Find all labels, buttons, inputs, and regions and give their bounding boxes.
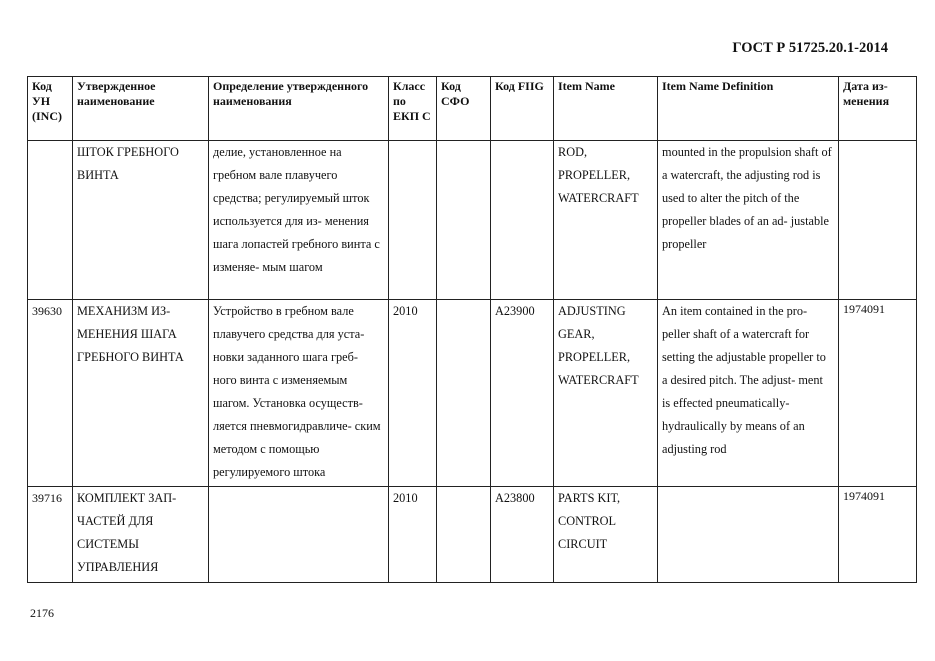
cell-definition <box>209 487 389 583</box>
column-header-sfo: Код СФО <box>437 77 491 141</box>
cell-code: 39630 <box>28 300 73 487</box>
cell-ekps <box>389 141 437 300</box>
cell-code: 39716 <box>28 487 73 583</box>
cell-fiig <box>491 141 554 300</box>
cell-sfo <box>437 141 491 300</box>
cell-sfo <box>437 300 491 487</box>
cell-date-value <box>843 141 912 143</box>
cell-item-name: PARTS KIT, CONTROL CIRCUIT <box>554 487 658 583</box>
cell-definition: Устройство в гребном вале плавучего средства для уста- новки заданного шага греб- ного винта с изменяемым шагом. Установка осуществ- ляется пневмогидравличе- ским методом с помощью регулируемого штока <box>209 300 389 487</box>
cell-fiig: A23800 <box>491 487 554 583</box>
cell-date <box>839 141 917 300</box>
cell-ekps: 2010 <box>389 300 437 487</box>
column-header-fiig: Код FIIG <box>491 77 554 141</box>
cell-date-value: 1974091 <box>843 302 885 316</box>
column-header-date: Дата из- менения <box>839 77 917 141</box>
cell-name: КОМПЛЕКТ ЗАП- ЧАСТЕЙ ДЛЯ СИСТЕМЫ УПРАВЛЕНИЯ <box>73 487 209 583</box>
table-row <box>28 487 917 583</box>
column-header-name: Утвержденное наименование <box>73 77 209 141</box>
column-header-code: Код УН (INC) <box>28 77 73 141</box>
table-row <box>28 141 917 300</box>
document-standard-header: ГОСТ Р 51725.20.1-2014 <box>732 40 888 56</box>
cell-date-value: 1974091 <box>843 489 885 503</box>
column-header-ekps: Класс по ЕКП С <box>389 77 437 141</box>
column-header-item-name: Item Name <box>554 77 658 141</box>
cell-item-name: ROD, PROPELLER, WATERCRAFT <box>554 141 658 300</box>
cell-name: ШТОК ГРЕБНОГО ВИНТА <box>73 141 209 300</box>
registry-table <box>27 76 917 583</box>
cell-item-definition <box>658 487 839 583</box>
cell-definition: делие, установленное на гребном вале плавучего средства; регулируемый шток используется для из- менения шага лопастей гребного винта с изменяе- мым шагом <box>209 141 389 300</box>
page-number: 2176 <box>30 606 54 620</box>
cell-code <box>28 141 73 300</box>
cell-sfo <box>437 487 491 583</box>
cell-date <box>839 487 917 583</box>
column-header-item-definition: Item Name Definition <box>658 77 839 141</box>
cell-date <box>839 300 917 487</box>
cell-item-definition: An item contained in the pro- peller shaft of a watercraft for setting the adjustable propeller to a desired pitch. The adjust- ment is effected pneumatically- hydraulically by means of an adjusting rod <box>658 300 839 487</box>
cell-ekps: 2010 <box>389 487 437 583</box>
cell-item-name: ADJUSTING GEAR, PROPELLER, WATERCRAFT <box>554 300 658 487</box>
cell-item-definition: mounted in the propulsion shaft of a watercraft, the adjusting rod is used to alter the pitch of the propeller blades of an ad- justable propeller <box>658 141 839 300</box>
cell-fiig: A23900 <box>491 300 554 487</box>
table-row <box>28 300 917 487</box>
cell-name: МЕХАНИЗМ ИЗ- МЕНЕНИЯ ШАГА ГРЕБНОГО ВИНТА <box>73 300 209 487</box>
table-header-row <box>28 77 917 141</box>
column-header-definition: Определение утвержденного наименования <box>209 77 389 141</box>
